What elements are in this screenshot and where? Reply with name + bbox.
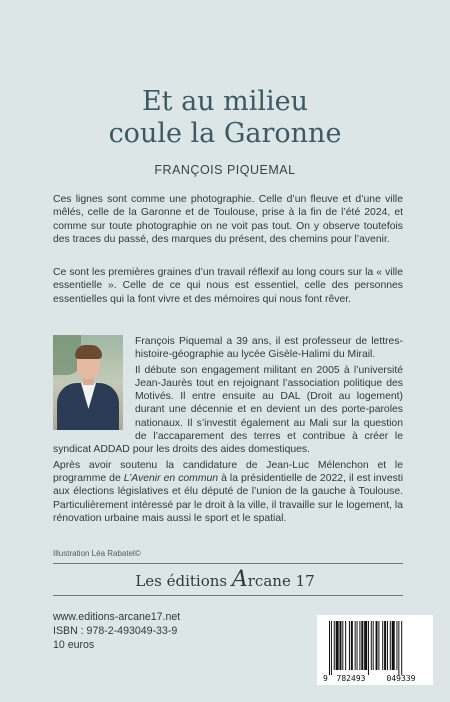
barcode-bar [373, 621, 374, 670]
barcode-left-digits: 782493 [336, 674, 366, 683]
book-title-line-1: Et au milieu [141, 86, 309, 117]
barcode-bar [334, 621, 335, 670]
bio-paragraph-2: Il débute son engagement militant en 2005 à l’université Jean-Jaurès tout en rejoignant l’association politique des Motivés. Il entre ensuite au DAL (Droit au logement) durant une décennie et en devient un des porte-paroles nationaux. Il s’investit également au Mali sur la question de l’accaparement des terres et contribue à créer le syndicat ADDAD pour les droits des aides domestiques. [53, 364, 403, 456]
bio-paragraph-3-start: Après avoir soutenu la candidature de Jean-Luc Mélenchon et le programme de [53, 459, 403, 484]
barcode-bar [357, 621, 358, 670]
book-title [0, 86, 450, 150]
barcode-bar [384, 621, 386, 670]
barcode-bar [378, 621, 379, 670]
bio-paragraph-3-end: à la présidentielle de 2022, il est investi aux élections législatives et élu député de l’union de la gauche à Toulouse. Particulièrement intéressé par le droit à la ville, il travaille sur le logement, la rénovation urbaine mais aussi le sport et le spatial. [53, 472, 404, 524]
barcode-bar [342, 621, 343, 670]
bio-paragraph-1: François Piquemal a 39 ans, il est professeur de lettres-histoire-géographie au lycée Gisèle-Halimi du Mirail. [135, 336, 403, 361]
barcode-bar [355, 621, 356, 670]
publisher-initial: A [231, 567, 248, 592]
barcode-graphic [317, 615, 433, 685]
barcode-bar [331, 621, 332, 675]
publisher-prefix: Les éditions [135, 572, 232, 590]
barcode-bar [392, 621, 395, 670]
barcode-bar [376, 621, 378, 670]
barcode-right-digits: 049339 [386, 674, 416, 683]
price: 10 euros [53, 638, 95, 651]
isbn: ISBN : 978-2-493049-33-9 [53, 624, 178, 637]
barcode-bar [382, 621, 383, 670]
barcode-bar [336, 621, 339, 670]
barcode-bar [387, 621, 388, 670]
divider-bottom [53, 595, 403, 596]
barcode-bar [398, 621, 399, 675]
blurb-paragraph-2: Ce sont les premières graines d’un travail réflexif au long cours sur la « ville essentielle ». Celle de ce qui nous est essentiel, celle des personnes essentielles qui la font vivre et des mémoires qui nous font rêver. [53, 267, 403, 305]
barcode-bar [396, 621, 397, 670]
author-portrait [53, 335, 123, 430]
divider-top [53, 563, 403, 564]
book-author: FRANÇOIS PIQUEMAL [154, 163, 296, 177]
barcode-bar [349, 621, 350, 670]
barcode-bar [329, 621, 330, 675]
barcode-bar [390, 621, 391, 670]
publisher-logo [0, 569, 450, 592]
barcode-bar [351, 621, 353, 670]
barcode [317, 615, 433, 685]
barcode-bar [359, 621, 360, 670]
illustration-credit: Illustration Léa Rabatel© [53, 549, 141, 558]
book-title-line-2: coule la Garonne [108, 118, 342, 149]
barcode-bar [339, 621, 341, 670]
barcode-bar [361, 621, 363, 670]
bio-paragraph-3 [53, 459, 403, 525]
publisher-contact [53, 611, 180, 652]
program-title: L’Avenir en commun [123, 472, 219, 484]
blurb-paragraph-1: Ces lignes sont comme une photographie. Celle d’un fleuve et d’une ville mêlés, celle de la Garonne et de Toulouse, prise à la fin de l’été 2024, et comme sur toute photographie on ne voit pas tout. On y observe toutefois des traces du passé, des marques du présent, des chemins pour l’avenir. [53, 194, 403, 245]
author-bio [53, 335, 403, 527]
barcode-bar [371, 621, 372, 670]
barcode-first-digit: 9 [323, 674, 328, 683]
barcode-bar [401, 621, 402, 675]
barcode-bar [364, 621, 367, 670]
publisher-suffix: rcane 17 [247, 572, 315, 590]
barcode-bar [345, 621, 346, 670]
publisher-website: www.editions-arcane17.net [53, 611, 181, 623]
barcode-bar [368, 621, 369, 675]
